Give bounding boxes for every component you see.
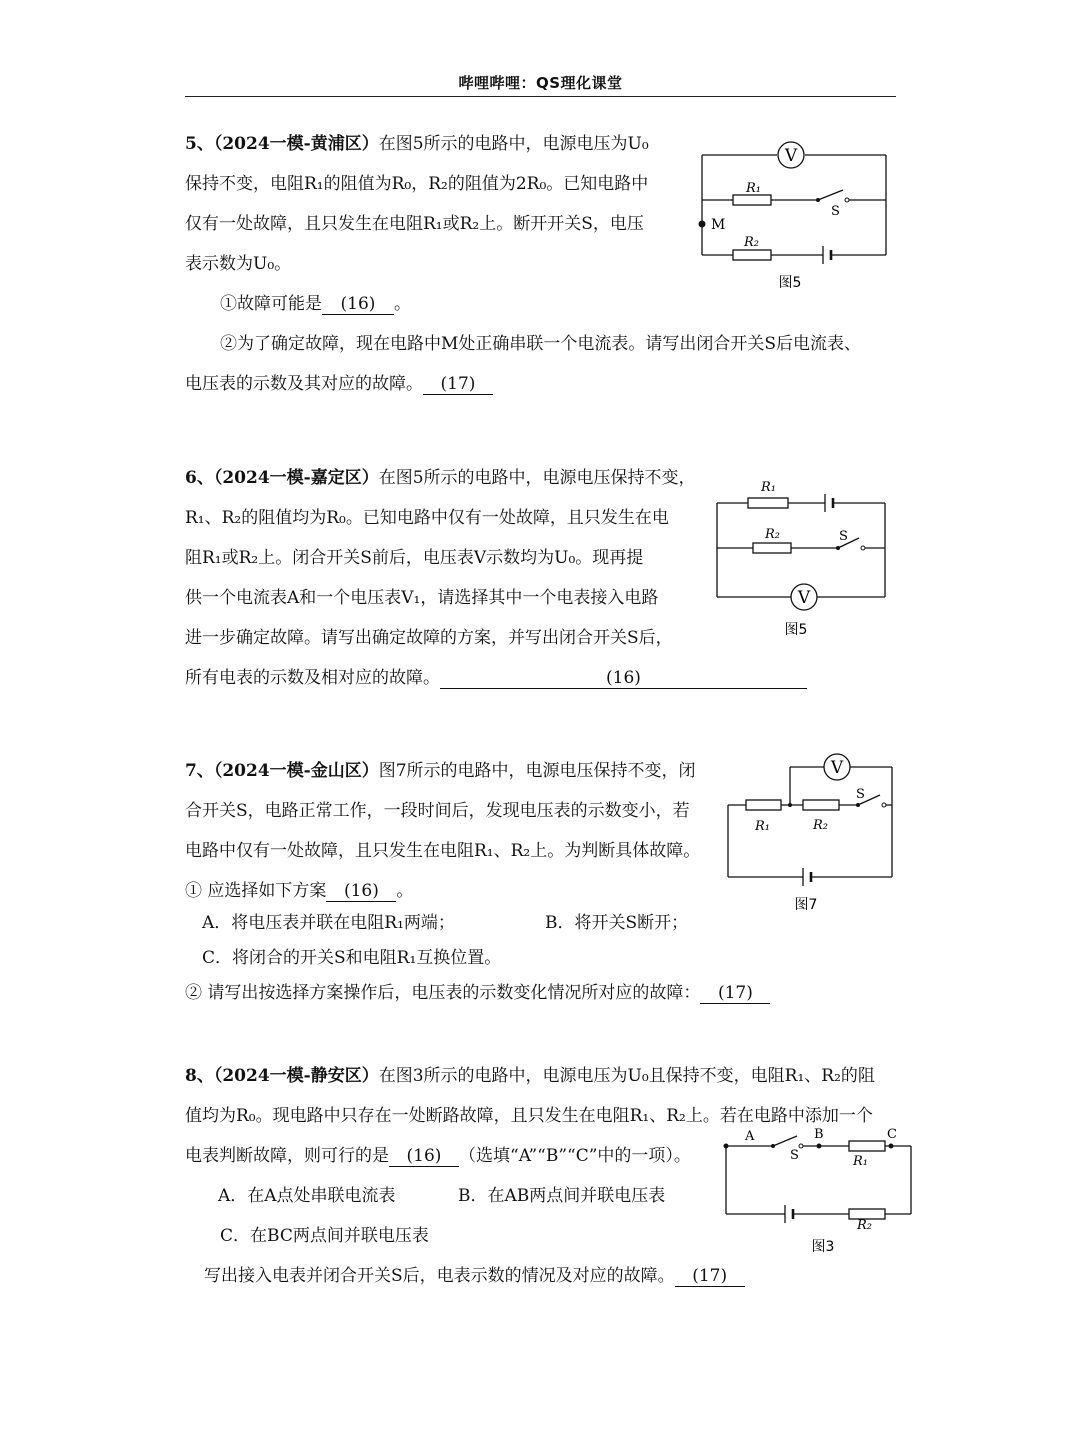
q5-resistor-r1 (733, 195, 771, 205)
page-header: 哔哩哔哩：QS理化课堂 (458, 74, 623, 92)
q8-line-3-text: 电表判断故障，则可行的是 (185, 1146, 389, 1166)
q8-part-2-text: 写出接入电表并闭合开关S后，电表示数的情况及对应的故障。 (204, 1266, 675, 1286)
q6-blank-16[interactable]: (16) (440, 668, 807, 689)
q6-line-1 (185, 467, 696, 489)
q5-figure-caption: 图5 (778, 275, 802, 291)
q8-part-2 (204, 1265, 745, 1287)
q8-point-c (889, 1144, 894, 1149)
q8-blank-16[interactable]: (16) (389, 1146, 459, 1167)
q6-figure-caption: 图5 (784, 622, 808, 638)
q6-r2-label: R₂ (765, 527, 780, 542)
q7-junction (788, 803, 792, 807)
q8-line-3 (185, 1145, 691, 1167)
q5-switch-label: S (831, 204, 840, 219)
q8-point-a (724, 1144, 729, 1149)
q5-voltmeter-label: V (784, 146, 798, 166)
q8-line-1 (185, 1065, 875, 1087)
q6-number: 6、（2024一模-嘉定区） (185, 468, 379, 488)
q5-point-m (699, 221, 706, 228)
q7-r2-label: R₂ (813, 818, 828, 833)
q5-part-1 (220, 293, 411, 315)
q8-point-c-label: C (887, 1127, 897, 1142)
q5-r1-label: R₁ (746, 181, 761, 196)
header-divider (185, 96, 896, 97)
q6-resistor-r2 (753, 543, 791, 553)
q8-line-3-end: （选填“A”“B”“C”中的一项）。 (459, 1146, 691, 1166)
q7-part-2-text: ② 请写出按选择方案操作后，电压表的示数变化情况所对应的故障： (185, 983, 701, 1003)
q6-switch-contact (861, 546, 865, 550)
q7-number: 7、（2024一模-金山区） (185, 761, 379, 781)
q6-switch-label: S (839, 529, 848, 544)
q5-circuit-figure (690, 138, 900, 298)
q8-option-a: A．在A点处串联电流表 (218, 1186, 396, 1206)
q8-figure-caption: 图3 (811, 1239, 835, 1255)
q5-point-m-label: M (711, 217, 726, 233)
q8-switch-label: S (790, 1148, 799, 1163)
q8-point-b-label: B (814, 1127, 824, 1142)
q5-r2-label: R₂ (744, 235, 759, 250)
q7-circuit-figure (720, 750, 905, 920)
q5-switch-pivot (816, 198, 820, 202)
q5-line-2: 保持不变，电阻R₁的阻值为R₀，R₂的阻值为2R₀。已知电路中 (185, 174, 649, 194)
q7-part-1 (185, 880, 413, 902)
q7-blank-16[interactable]: (16) (326, 881, 396, 902)
q5-text-1: 在图5所示的电路中，电源电压为U₀ (378, 134, 649, 154)
q7-switch-pivot (856, 803, 860, 807)
q6-circuit-figure (705, 475, 900, 645)
q7-part-1-end: 。 (396, 881, 414, 901)
q7-option-a: A．将电压表并联在电阻R₁两端； (202, 913, 455, 933)
q8-option-c: C．在BC两点间并联电压表 (220, 1226, 429, 1246)
q6-switch-pivot (836, 546, 840, 550)
q8-r2-label: R₂ (857, 1218, 872, 1233)
q7-resistor-r1 (746, 800, 781, 810)
q7-text-1: 图7所示的电路中，电源电压保持不变，闭 (378, 761, 696, 781)
q8-switch-contact (799, 1144, 803, 1148)
q6-r1-label: R₁ (761, 480, 776, 495)
q7-line-3: 电路中仅有一处故障，且只发生在电阻R₁、R₂上。为判断具体故障。 (185, 841, 701, 861)
q8-point-a-label: A (745, 1129, 755, 1144)
q6-line-2: R₁、R₂的阻值均为R₀。已知电路中仅有一处故障，且只发生在电 (185, 508, 669, 528)
q5-switch-contact (845, 198, 849, 202)
q8-r1-label: R₁ (853, 1154, 868, 1169)
q5-line-4: 表示数为U₀。 (185, 254, 292, 274)
q7-voltmeter-label: V (830, 758, 844, 778)
q8-switch-pivot (771, 1144, 775, 1148)
q8-resistor-r1 (849, 1141, 885, 1151)
q6-line-5: 进一步确定故障。请写出确定故障的方案，并写出闭合开关S后， (185, 628, 673, 648)
q5-resistor-r2 (733, 250, 771, 260)
q6-text-1: 在图5所示的电路中，电源电压保持不变， (378, 468, 696, 488)
q8-blank-17[interactable]: (17) (675, 1266, 745, 1287)
q8-number: 8、（2024一模-静安区） (185, 1066, 379, 1086)
q6-line-6 (185, 667, 807, 689)
q7-resistor-r2 (803, 800, 839, 810)
q5-part-1-text: ①故障可能是 (220, 294, 322, 314)
q7-switch-contact (882, 803, 886, 807)
q6-line-3: 阻R₁或R₂上。闭合开关S前后，电压表V示数均为U₀。现再提 (185, 548, 644, 568)
q8-option-b: B．在AB两点间并联电压表 (458, 1186, 666, 1206)
q8-circuit-figure (715, 1122, 915, 1262)
q8-line-2: 值均为R₀。现电路中只存在一处断路故障，且只发生在电阻R₁、R₂上。若在电路中添加一个 (185, 1106, 873, 1126)
q6-line-4: 供一个电流表A和一个电压表V₁，请选择其中一个电表接入电路 (185, 588, 659, 608)
q7-line-1 (185, 760, 696, 782)
q5-number: 5、（2024一模-黄浦区） (185, 134, 379, 154)
q8-text-1: 在图3所示的电路中，电源电压为U₀且保持不变，电阻R₁、R₂的阻 (378, 1066, 875, 1086)
q5-line-3: 仅有一处故障，且只发生在电阻R₁或R₂上。断开开关S，电压 (185, 214, 644, 234)
q7-option-c: C．将闭合的开关S和电阻R₁互换位置。 (202, 948, 502, 968)
q5-part-2-cont (185, 373, 493, 395)
q5-blank-16[interactable]: (16) (322, 294, 394, 315)
q8-point-b (817, 1144, 822, 1149)
q5-part-2: ②为了确定故障，现在电路中M处正确串联一个电流表。请写出闭合开关S后电流表、 (220, 334, 862, 354)
q6-resistor-r1 (748, 498, 788, 508)
q5-line-1 (185, 133, 649, 155)
q5-blank-17[interactable]: (17) (423, 374, 493, 395)
q5-part-1-end: 。 (394, 294, 411, 314)
q7-switch-label: S (856, 787, 865, 802)
q6-voltmeter-label: V (797, 588, 811, 608)
q7-part-2 (185, 982, 770, 1004)
q7-option-b: B．将开关S断开； (545, 913, 689, 933)
q7-blank-17[interactable]: (17) (700, 983, 770, 1004)
q5-part-2-cont-text: 电压表的示数及其对应的故障。 (185, 374, 423, 394)
q7-line-2: 合开关S，电路正常工作，一段时间后，发现电压表的示数变小，若 (185, 801, 690, 821)
q7-part-1-text: ① 应选择如下方案 (185, 881, 327, 901)
q7-r1-label: R₁ (755, 819, 770, 834)
q6-line-6-text: 所有电表的示数及相对应的故障。 (185, 668, 440, 688)
q7-figure-caption: 图7 (794, 897, 818, 913)
